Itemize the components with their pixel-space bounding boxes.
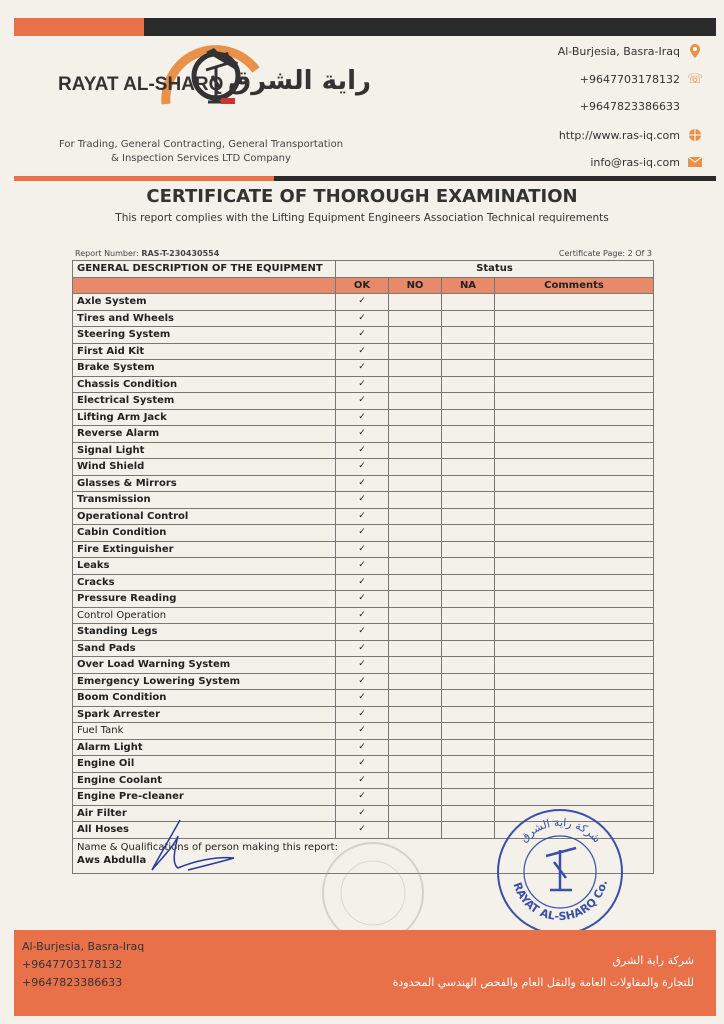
- comments-cell: [495, 310, 654, 327]
- ok-check-mark: ✓: [336, 541, 389, 558]
- na-cell: [442, 673, 495, 690]
- ok-check-mark: ✓: [336, 789, 389, 806]
- no-cell: [389, 376, 442, 393]
- company-name-ar: راية الشرق: [228, 66, 372, 96]
- ok-check-mark: ✓: [336, 723, 389, 740]
- equipment-item: Brake System: [73, 360, 336, 377]
- no-cell: [389, 310, 442, 327]
- table-row: [73, 327, 654, 344]
- comments-cell: [495, 690, 654, 707]
- no-cell: [389, 426, 442, 443]
- table-row: [73, 657, 654, 674]
- no-cell: [389, 591, 442, 608]
- na-cell: [442, 409, 495, 426]
- na-cell: [442, 574, 495, 591]
- equipment-item: First Aid Kit: [73, 343, 336, 360]
- contact-website[interactable]: [559, 128, 702, 142]
- contact-phone-2: [580, 100, 680, 113]
- na-cell: [442, 657, 495, 674]
- equipment-item: Engine Oil: [73, 756, 336, 773]
- equipment-item: Fire Extinguisher: [73, 541, 336, 558]
- contact-address: [558, 44, 702, 58]
- equipment-item: Sand Pads: [73, 640, 336, 657]
- na-cell: [442, 640, 495, 657]
- comments-cell: [495, 739, 654, 756]
- table-row: [73, 525, 654, 542]
- signature-label: Name & Qualifications of person making this report:: [77, 841, 338, 853]
- equipment-item: Alarm Light: [73, 739, 336, 756]
- col-ok: OK: [336, 277, 389, 294]
- comments-cell: [495, 640, 654, 657]
- no-cell: [389, 789, 442, 806]
- equipment-item: All Hoses: [73, 822, 336, 839]
- equipment-item: Axle System: [73, 294, 336, 311]
- equipment-item: Chassis Condition: [73, 376, 336, 393]
- comments-cell: [495, 294, 654, 311]
- comments-cell: [495, 376, 654, 393]
- report-number-value: RAS-T-230430554: [141, 249, 220, 258]
- contact-email[interactable]: [590, 155, 702, 169]
- footer-contact: [22, 938, 144, 992]
- table-row: [73, 574, 654, 591]
- no-cell: [389, 822, 442, 839]
- na-cell: [442, 426, 495, 443]
- globe-icon: [688, 128, 702, 142]
- na-cell: [442, 376, 495, 393]
- ok-check-mark: ✓: [336, 772, 389, 789]
- company-stamp: [494, 806, 626, 938]
- comments-cell: [495, 558, 654, 575]
- equipment-item: Engine Coolant: [73, 772, 336, 789]
- comments-cell: [495, 723, 654, 740]
- ok-check-mark: ✓: [336, 607, 389, 624]
- ok-check-mark: ✓: [336, 574, 389, 591]
- equipment-item: Signal Light: [73, 442, 336, 459]
- table-header-row-2: [73, 277, 654, 294]
- ok-check-mark: ✓: [336, 591, 389, 608]
- comments-cell: [495, 475, 654, 492]
- comments-cell: [495, 756, 654, 773]
- no-cell: [389, 541, 442, 558]
- na-cell: [442, 508, 495, 525]
- footer-phone-2: +9647823386633: [22, 976, 123, 989]
- desc-header: GENERAL DESCRIPTION OF THE EQUIPMENT: [73, 261, 336, 278]
- ok-check-mark: ✓: [336, 640, 389, 657]
- equipment-item: Spark Arrester: [73, 706, 336, 723]
- comments-cell: [495, 492, 654, 509]
- comments-cell: [495, 624, 654, 641]
- table-row: [73, 690, 654, 707]
- table-row: [73, 426, 654, 443]
- table-row: [73, 541, 654, 558]
- status-header: Status: [336, 261, 654, 278]
- no-cell: [389, 772, 442, 789]
- table-row: [73, 376, 654, 393]
- equipment-item: Steering System: [73, 327, 336, 344]
- equipment-item: Fuel Tank: [73, 723, 336, 740]
- comments-cell: [495, 772, 654, 789]
- table-row: [73, 508, 654, 525]
- col-comments: Comments: [495, 277, 654, 294]
- comments-cell: [495, 459, 654, 476]
- contact-phone-1: [580, 72, 702, 86]
- footer-phone-1: +9647703178132: [22, 958, 123, 971]
- comments-cell: [495, 409, 654, 426]
- table-row: [73, 772, 654, 789]
- footer-address: Al-Burjesia, Basra-Iraq: [22, 940, 145, 953]
- ok-check-mark: ✓: [336, 624, 389, 641]
- col-na: NA: [442, 277, 495, 294]
- na-cell: [442, 558, 495, 575]
- table-row: [73, 558, 654, 575]
- no-cell: [389, 294, 442, 311]
- equipment-item: Wind Shield: [73, 459, 336, 476]
- no-cell: [389, 343, 442, 360]
- na-cell: [442, 756, 495, 773]
- equipment-item: Glasses & Mirrors: [73, 475, 336, 492]
- no-cell: [389, 409, 442, 426]
- ok-check-mark: ✓: [336, 294, 389, 311]
- na-cell: [442, 624, 495, 641]
- table-row: [73, 789, 654, 806]
- ok-check-mark: ✓: [336, 558, 389, 575]
- stamp-text-en: RAYAT AL-SHARQ Co.: [510, 878, 611, 924]
- no-cell: [389, 393, 442, 410]
- table-row: [73, 723, 654, 740]
- ok-check-mark: ✓: [336, 673, 389, 690]
- comments-cell: [495, 541, 654, 558]
- col-no: NO: [389, 277, 442, 294]
- na-cell: [442, 525, 495, 542]
- comments-cell: [495, 426, 654, 443]
- no-cell: [389, 756, 442, 773]
- ok-check-mark: ✓: [336, 360, 389, 377]
- table-row: [73, 640, 654, 657]
- ok-check-mark: ✓: [336, 459, 389, 476]
- equipment-item: Over Load Warning System: [73, 657, 336, 674]
- no-cell: [389, 492, 442, 509]
- na-cell: [442, 475, 495, 492]
- footer-arabic-line-2: للتجارة والمقاولات العامة والنقل العام والفحص الهندسي المحدودة: [392, 976, 694, 989]
- ok-check-mark: ✓: [336, 756, 389, 773]
- no-cell: [389, 723, 442, 740]
- no-cell: [389, 673, 442, 690]
- equipment-item: Cracks: [73, 574, 336, 591]
- contact-address-text: Al-Burjesia, Basra-Iraq: [557, 44, 680, 58]
- comments-cell: [495, 673, 654, 690]
- no-cell: [389, 459, 442, 476]
- na-cell: [442, 294, 495, 311]
- table-row: [73, 475, 654, 492]
- table-row: [73, 607, 654, 624]
- report-number-label: Report Number:: [75, 249, 139, 258]
- no-cell: [389, 657, 442, 674]
- document-subtitle: This report complies with the Lifting Equipment Engineers Association Technical requirements: [115, 212, 609, 224]
- equipment-item: Electrical System: [73, 393, 336, 410]
- comments-cell: [495, 343, 654, 360]
- footer-arabic: [393, 950, 694, 994]
- table-row: [73, 756, 654, 773]
- ok-check-mark: ✓: [336, 310, 389, 327]
- na-cell: [442, 805, 495, 822]
- phone-icon: ☏: [686, 71, 704, 87]
- ok-check-mark: ✓: [336, 409, 389, 426]
- comments-cell: [495, 657, 654, 674]
- equipment-item: Lifting Arm Jack: [73, 409, 336, 426]
- ok-check-mark: ✓: [336, 376, 389, 393]
- comments-cell: [495, 591, 654, 608]
- no-cell: [389, 327, 442, 344]
- location-pin-icon: [688, 44, 702, 58]
- table-row: [73, 343, 654, 360]
- equipment-item: Tires and Wheels: [73, 310, 336, 327]
- ok-check-mark: ✓: [336, 739, 389, 756]
- table-row: [73, 409, 654, 426]
- equipment-item: Cabin Condition: [73, 525, 336, 542]
- equipment-item: Operational Control: [73, 508, 336, 525]
- tagline-line-1: For Trading, General Contracting, General Transportation: [58, 139, 344, 150]
- equipment-item: Air Filter: [73, 805, 336, 822]
- comments-cell: [495, 393, 654, 410]
- na-cell: [442, 690, 495, 707]
- equipment-item: Leaks: [73, 558, 336, 575]
- contact-phone-2-text: +9647823386633: [579, 100, 680, 113]
- equipment-table: [72, 260, 654, 874]
- no-cell: [389, 640, 442, 657]
- ok-check-mark: ✓: [336, 508, 389, 525]
- ok-check-mark: ✓: [336, 822, 389, 839]
- no-cell: [389, 624, 442, 641]
- inspector-name: Aws Abdulla: [77, 854, 147, 866]
- company-name-en: RAYAT AL-SHARQ: [58, 74, 224, 95]
- tagline-line-2: & Inspection Services LTD Company: [111, 153, 291, 164]
- mail-icon: [688, 155, 702, 169]
- equipment-item: Emergency Lowering System: [73, 673, 336, 690]
- na-cell: [442, 442, 495, 459]
- ok-check-mark: ✓: [336, 525, 389, 542]
- no-cell: [389, 690, 442, 707]
- ok-check-mark: ✓: [336, 706, 389, 723]
- ok-check-mark: ✓: [336, 343, 389, 360]
- na-cell: [442, 789, 495, 806]
- footer-arabic-line-1: شركة راية الشرق: [612, 954, 694, 967]
- ok-check-mark: ✓: [336, 475, 389, 492]
- no-cell: [389, 558, 442, 575]
- table-row: [73, 294, 654, 311]
- equipment-item: Pressure Reading: [73, 591, 336, 608]
- na-cell: [442, 822, 495, 839]
- header-separator-accent: [14, 176, 274, 181]
- company-tagline: [56, 138, 346, 166]
- document-title: CERTIFICATE OF THOROUGH EXAMINATION: [146, 186, 578, 207]
- table-row: [73, 706, 654, 723]
- na-cell: [442, 360, 495, 377]
- no-cell: [389, 525, 442, 542]
- no-cell: [389, 475, 442, 492]
- table-header-row-1: [73, 261, 654, 278]
- certificate-page: Certificate Page: 2 Of 3: [558, 249, 652, 258]
- comments-cell: [495, 607, 654, 624]
- comments-cell: [495, 360, 654, 377]
- ok-check-mark: ✓: [336, 442, 389, 459]
- table-row: [73, 459, 654, 476]
- ok-check-mark: ✓: [336, 657, 389, 674]
- table-row: [73, 360, 654, 377]
- na-cell: [442, 343, 495, 360]
- ok-check-mark: ✓: [336, 805, 389, 822]
- comments-cell: [495, 525, 654, 542]
- website-link[interactable]: http://www.ras-iq.com: [558, 128, 680, 142]
- na-cell: [442, 541, 495, 558]
- na-cell: [442, 723, 495, 740]
- contact-phone-1-text: +9647703178132: [579, 72, 680, 86]
- ok-check-mark: ✓: [336, 393, 389, 410]
- equipment-item: Standing Legs: [73, 624, 336, 641]
- table-row: [73, 442, 654, 459]
- no-cell: [389, 805, 442, 822]
- na-cell: [442, 492, 495, 509]
- no-cell: [389, 607, 442, 624]
- no-cell: [389, 442, 442, 459]
- table-row: [73, 624, 654, 641]
- na-cell: [442, 327, 495, 344]
- ok-check-mark: ✓: [336, 690, 389, 707]
- no-cell: [389, 360, 442, 377]
- no-cell: [389, 574, 442, 591]
- comments-cell: [495, 442, 654, 459]
- no-cell: [389, 739, 442, 756]
- na-cell: [442, 607, 495, 624]
- na-cell: [442, 459, 495, 476]
- no-cell: [389, 508, 442, 525]
- report-number: [75, 249, 219, 258]
- comments-cell: [495, 789, 654, 806]
- equipment-item: Control Operation: [73, 607, 336, 624]
- table-row: [73, 310, 654, 327]
- table-row: [73, 591, 654, 608]
- handwritten-signature: [148, 818, 258, 878]
- equipment-item: Boom Condition: [73, 690, 336, 707]
- na-cell: [442, 706, 495, 723]
- table-row: [73, 492, 654, 509]
- header-top-bar-accent: [14, 18, 144, 36]
- email-link[interactable]: info@ras-iq.com: [590, 155, 680, 169]
- na-cell: [442, 739, 495, 756]
- comments-cell: [495, 574, 654, 591]
- ok-check-mark: ✓: [336, 426, 389, 443]
- equipment-item: Transmission: [73, 492, 336, 509]
- header-empty-cell: [73, 277, 336, 294]
- comments-cell: [495, 706, 654, 723]
- table-row: [73, 739, 654, 756]
- comments-cell: [495, 508, 654, 525]
- na-cell: [442, 393, 495, 410]
- na-cell: [442, 772, 495, 789]
- comments-cell: [495, 327, 654, 344]
- table-row: [73, 673, 654, 690]
- equipment-item: Engine Pre-cleaner: [73, 789, 336, 806]
- na-cell: [442, 591, 495, 608]
- ok-check-mark: ✓: [336, 492, 389, 509]
- stamp-text-ar: شركة راية الشرق: [517, 815, 604, 846]
- no-cell: [389, 706, 442, 723]
- table-row: [73, 393, 654, 410]
- na-cell: [442, 310, 495, 327]
- equipment-item: Reverse Alarm: [73, 426, 336, 443]
- ok-check-mark: ✓: [336, 327, 389, 344]
